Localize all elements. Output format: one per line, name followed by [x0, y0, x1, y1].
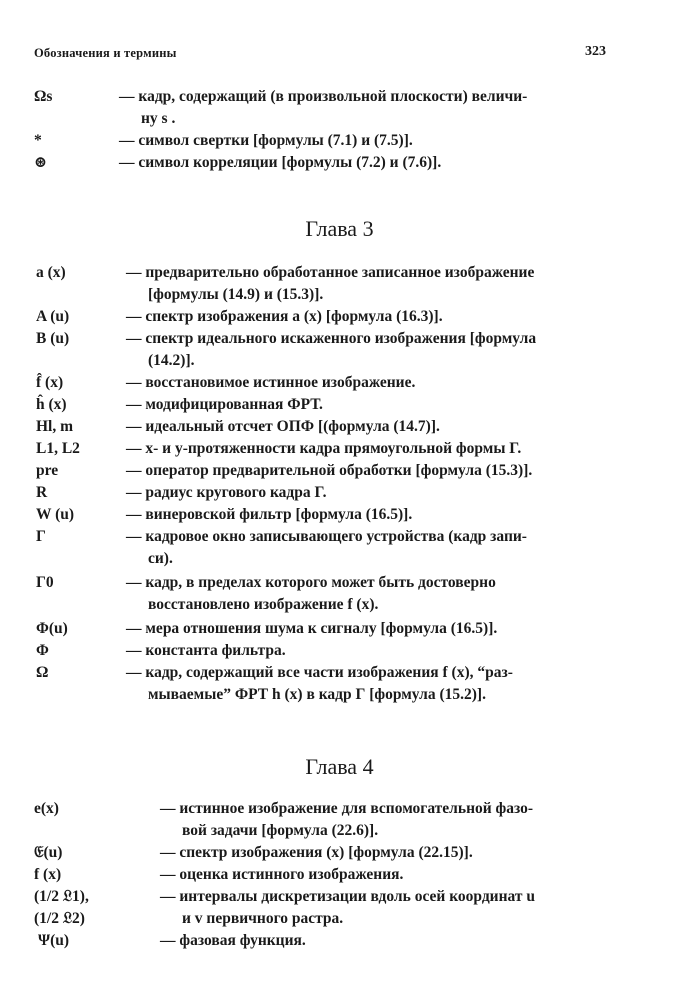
entry-symbol: R [36, 484, 48, 501]
entry-description [126, 372, 415, 394]
description-line: — винеровской фильтр [формула (16.5)]. [126, 506, 413, 523]
entry-description [160, 886, 535, 908]
entry-symbol: 𝔈(u) [34, 844, 63, 861]
chapter-4-heading: Глава 4 [305, 754, 374, 779]
entry-description [126, 306, 443, 328]
description-line: мываемые” ФРТ h (x) в кадр Г [формула (15.2)]. [148, 686, 486, 703]
description-line: — кадр, в пределах которого может быть достоверно [126, 574, 496, 591]
entry-description [126, 460, 532, 482]
description-line: — восстановимое истинное изображение. [126, 374, 416, 391]
entry-symbol: * [34, 132, 42, 149]
description-line: — идеальный отсчет ОПФ [(формула (14.7)]. [126, 418, 440, 435]
entry-symbol: f̂ (x) [36, 374, 64, 391]
entry-description [119, 86, 527, 130]
entry-symbol: a (x) [36, 264, 66, 281]
description-line: — предварительно обработанное записанное изображение [126, 264, 535, 281]
entry-description [160, 864, 403, 886]
entry-description [119, 152, 441, 174]
entry-description [126, 416, 440, 438]
description-line: — истинное изображение для вспомогательной фазо- [160, 800, 534, 817]
description-line: и v первичного растра. [182, 910, 344, 927]
entry-symbol: L1, L2 [36, 440, 80, 457]
entry-description [160, 930, 306, 952]
entry-symbol: Ψ(u) [38, 932, 70, 949]
description-line: — кадр, содержащий все части изображения f (x), “раз- [126, 664, 513, 681]
entry-symbol: Φ(u) [36, 620, 68, 637]
entry-description [126, 328, 536, 372]
running-header-title: Обозначения и термины [34, 46, 177, 60]
entry-symbol: ⊛ [34, 154, 47, 171]
entry-symbol: Ω [36, 664, 49, 681]
entry-description [126, 438, 521, 460]
entry-description [126, 618, 497, 640]
page-number: 323 [585, 44, 606, 59]
entry-description [126, 394, 323, 416]
entry-symbol: B (u) [36, 330, 70, 347]
entry-symbol: Φ [36, 642, 49, 659]
description-line: [формулы (14.9) и (15.3)]. [148, 286, 324, 303]
entry-description [126, 640, 286, 662]
entry-description [160, 908, 343, 930]
description-line: вой задачи [формула (22.6)]. [182, 822, 379, 839]
entry-symbol: Г [36, 528, 46, 545]
description-line: — спектр идеального искаженного изображения [формула [126, 330, 537, 347]
entry-description [119, 130, 413, 152]
description-line: восстановлено изображение f (x). [148, 596, 379, 613]
description-line: — оценка истинного изображения. [160, 866, 404, 883]
description-line: — спектр изображения a (x) [формула (16.3)]. [126, 308, 443, 325]
entry-description [126, 482, 326, 504]
description-line: — x- и y-протяженности кадра прямоугольной формы Г. [126, 440, 522, 457]
entry-symbol: Ωs [34, 88, 53, 105]
description-line: (14.2)]. [148, 352, 195, 369]
description-line: — символ корреляции [формулы (7.2) и (7.6)]. [119, 154, 442, 171]
entry-symbol: Hl, m [36, 418, 74, 435]
description-line: — оператор предварительной обработки [формула (15.3)]. [126, 462, 533, 479]
entry-description [126, 262, 534, 306]
description-line: — символ свертки [формулы (7.1) и (7.5)]. [119, 132, 413, 149]
description-line: — константа фильтра. [126, 642, 286, 659]
description-line: — модифицированная ФРТ. [126, 396, 323, 413]
entry-description [126, 572, 496, 616]
entry-symbol: e(x) [34, 800, 59, 817]
description-line: ну s . [141, 110, 176, 127]
entry-description [160, 842, 473, 864]
entry-description [126, 504, 412, 526]
entry-symbol: ĥ (x) [36, 396, 67, 413]
description-line: — радиус кругового кадра Г. [126, 484, 327, 501]
entry-symbol: (1/2 𝔏1), [34, 888, 89, 905]
entry-symbol: Г0 [36, 574, 54, 591]
description-line: си). [148, 550, 173, 567]
entry-symbol: pre [36, 462, 59, 479]
description-line: — кадр, содержащий (в произвольной плоскости) величи- [119, 88, 528, 105]
chapter-3-heading: Глава 3 [305, 216, 374, 241]
entry-description [160, 798, 533, 842]
entry-symbol: A (u) [36, 308, 70, 325]
entry-symbol: (1/2 𝔏2) [34, 910, 85, 927]
entry-symbol: f (x) [34, 866, 62, 883]
entry-symbol: W (u) [36, 506, 75, 523]
description-line: — кадровое окно записывающего устройства (кадр запи- [126, 528, 527, 545]
description-line: — мера отношения шума к сигналу [формула (16.5)]. [126, 620, 498, 637]
entry-description [126, 662, 513, 706]
description-line: — спектр изображения (x) [формула (22.15)]. [160, 844, 473, 861]
entry-description [126, 526, 527, 570]
description-line: — фазовая функция. [160, 932, 306, 949]
description-line: — интервалы дискретизации вдоль осей координат u [160, 888, 535, 905]
